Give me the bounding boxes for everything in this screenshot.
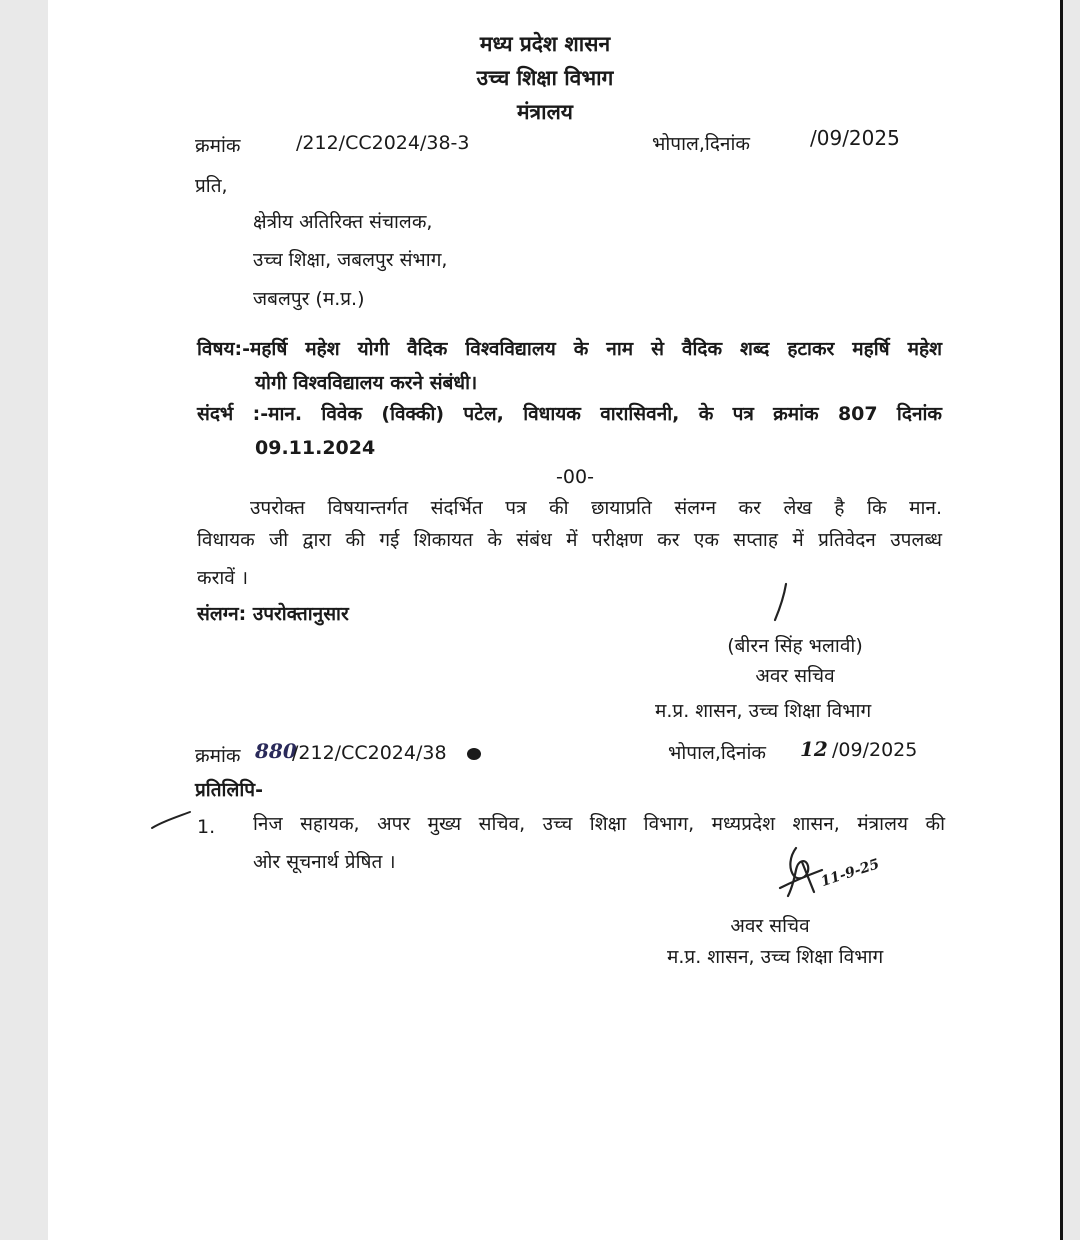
ref2-number-label: क्रमांक xyxy=(195,745,241,767)
header-department: उच्च शिक्षा विभाग xyxy=(476,66,614,90)
body-line-1: उपरोक्त विषयान्तर्गत संदर्भित पत्र की छायाप्रति संलग्न कर लेख है कि मान. xyxy=(250,497,942,519)
body-line-3: करावें । xyxy=(197,567,249,589)
signatory2-designation: अवर सचिव xyxy=(730,915,810,937)
addressee-line-2: उच्च शिक्षा, जबलपुर संभाग, xyxy=(253,249,448,271)
enclosure-note: संलग्न: उपरोक्तानुसार xyxy=(197,603,349,625)
to-prefix: प्रति, xyxy=(195,175,228,197)
reference-line-2: 09.11.2024 xyxy=(255,437,376,459)
ref2-place-date-label: भोपाल,दिनांक xyxy=(668,742,766,764)
copy-item-line-2: ओर सूचनार्थ प्रेषित । xyxy=(253,851,396,873)
header-ministry: मंत्रालय xyxy=(516,100,573,124)
reference-line-1: संदर्भ :-मान. विवेक (विक्की) पटेल, विधायक वारासिवनी, के पत्र क्रमांक 807 दिनांक xyxy=(197,403,942,425)
ref2-number: /212/CC2024/38 xyxy=(292,742,447,764)
addressee-line-3: जबलपुर (म.प्र.) xyxy=(253,288,365,310)
signatory-office: म.प्र. शासन, उच्च शिक्षा विभाग xyxy=(655,700,872,722)
subject-line-2: योगी विश्वविद्यालय करने संबंधी। xyxy=(255,372,478,394)
separator-mark: -00- xyxy=(556,466,594,488)
copy-item-number: 1. xyxy=(197,816,216,838)
signatory2-office: म.प्र. शासन, उच्च शिक्षा विभाग xyxy=(667,946,884,968)
ref-number: /212/CC2024/38-3 xyxy=(296,132,470,154)
header-government: मध्य प्रदेश शासन xyxy=(479,32,611,56)
tick-mark-icon xyxy=(150,808,192,832)
body-line-2: विधायक जी द्वारा की गई शिकायत के संबंध में परीक्षण कर एक सप्ताह में प्रतिवेदन उपलब्ध xyxy=(197,529,942,551)
copy-item-line-1: निज सहायक, अपर मुख्य सचिव, उच्च शिक्षा विभाग, मध्यप्रदेश शासन, मंत्रालय की xyxy=(253,813,945,835)
ref2-handwritten-day: 12 xyxy=(800,737,828,761)
ref2-date: /09/2025 xyxy=(832,739,918,761)
ref2-handwritten-number: 880 xyxy=(255,739,297,763)
ink-blot-mark xyxy=(466,746,484,762)
letter-date: /09/2025 xyxy=(810,126,900,150)
signature-date: 11-9-25 xyxy=(819,856,882,890)
copy-heading: प्रतिलिपि- xyxy=(195,779,263,801)
signature-stroke-1 xyxy=(772,582,792,622)
signatory-name: (बीरन सिंह भलावी) xyxy=(727,635,863,657)
signatory-designation: अवर सचिव xyxy=(755,665,835,687)
page-border-line xyxy=(1060,0,1063,1240)
place-date-label: भोपाल,दिनांक xyxy=(652,133,750,155)
subject-line-1: विषय:-महर्षि महेश योगी वैदिक विश्वविद्यालय के नाम से वैदिक शब्द हटाकर महर्षि महेश xyxy=(197,338,942,360)
addressee-line-1: क्षेत्रीय अतिरिक्त संचालक, xyxy=(253,211,433,233)
ref-number-label: क्रमांक xyxy=(195,135,241,157)
